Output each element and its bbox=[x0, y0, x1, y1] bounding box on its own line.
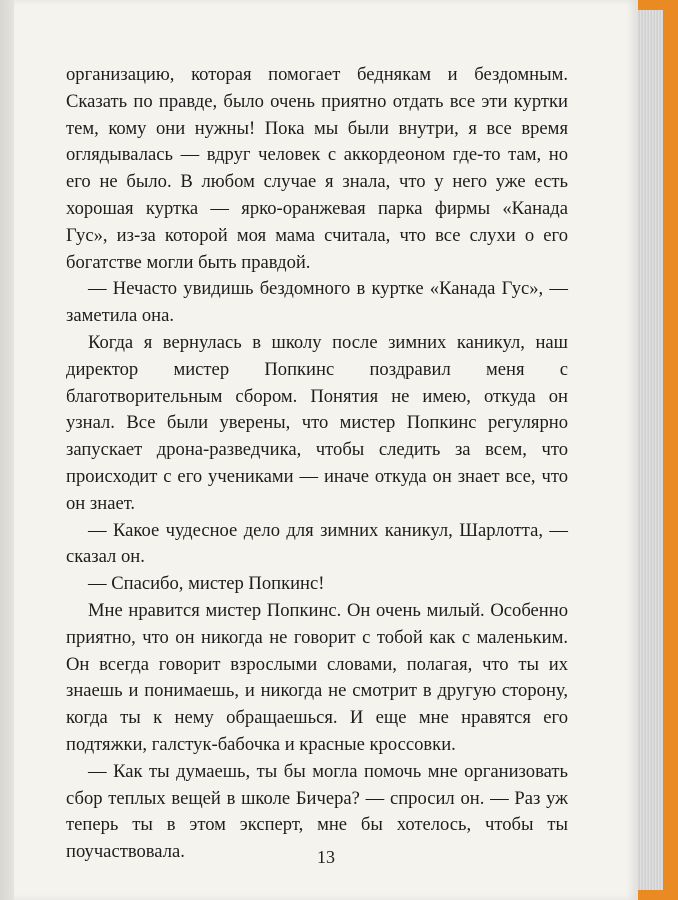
page-number: 13 bbox=[317, 847, 335, 867]
paragraph-1: организацию, которая помогает беднякам и бездомным. Сказать по правде, было очень приятно отдать все эти куртки тем, кому они нужны! Пока мы были внутри, я все время оглядывалась — вдруг человек с аккордеоном где-то там, но его не было. В любом случае я знала, что у него уже есть хорошая куртка — ярко-оранжевая парка фирмы «Канада Гус», из-за которой моя мама считала, что все слухи о его богатстве могли быть правдой. bbox=[66, 64, 568, 273]
paragraph-2: — Нечасто увидишь бездомного в куртке «Канада Гус», — заметила она. bbox=[66, 278, 568, 327]
paragraph-5: — Спасибо, мистер Попкинс! bbox=[88, 573, 325, 595]
book-page bbox=[14, 0, 638, 900]
paragraph-7: — Как ты думаешь, ты бы могла помочь мне организовать сбор теплых вещей в школе Бичера? — спросил он. — Раз уж теперь ты в этом эксперт, мне бы хотелось, чтобы ты поучаствовала. bbox=[66, 760, 568, 863]
page-text bbox=[66, 62, 568, 866]
paragraph-4: — Какое чудесное дело для зимних каникул, Шарлотта, — сказал он. bbox=[66, 519, 568, 568]
paragraph-3: Когда я вернулась в школу после зимних каникул, наш директор мистер Попкинс поздравил меня с благотворительным сбором. Понятия не имею, откуда он узнал. Все были уверены, что мистер Попкинс регулярно запускает дрона-разведчика, чтобы следить за всем, что происходит с его учениками — иначе откуда он знает все, что он знает. bbox=[66, 331, 568, 514]
paragraph-6: Мне нравится мистер Попкинс. Он очень милый. Особенно приятно, что он никогда не говорит с тобой как с маленьким. Он всегда говорит взрослыми словами, полагая, что ты их знаешь и понимаешь, и никогда не смотрит в другую сторону, когда ты к нему обращаешься. И еще мне нравятся его подтяжки, галстук-бабочка и красные кроссовки. bbox=[66, 599, 568, 755]
page-stack-edge bbox=[636, 10, 663, 890]
